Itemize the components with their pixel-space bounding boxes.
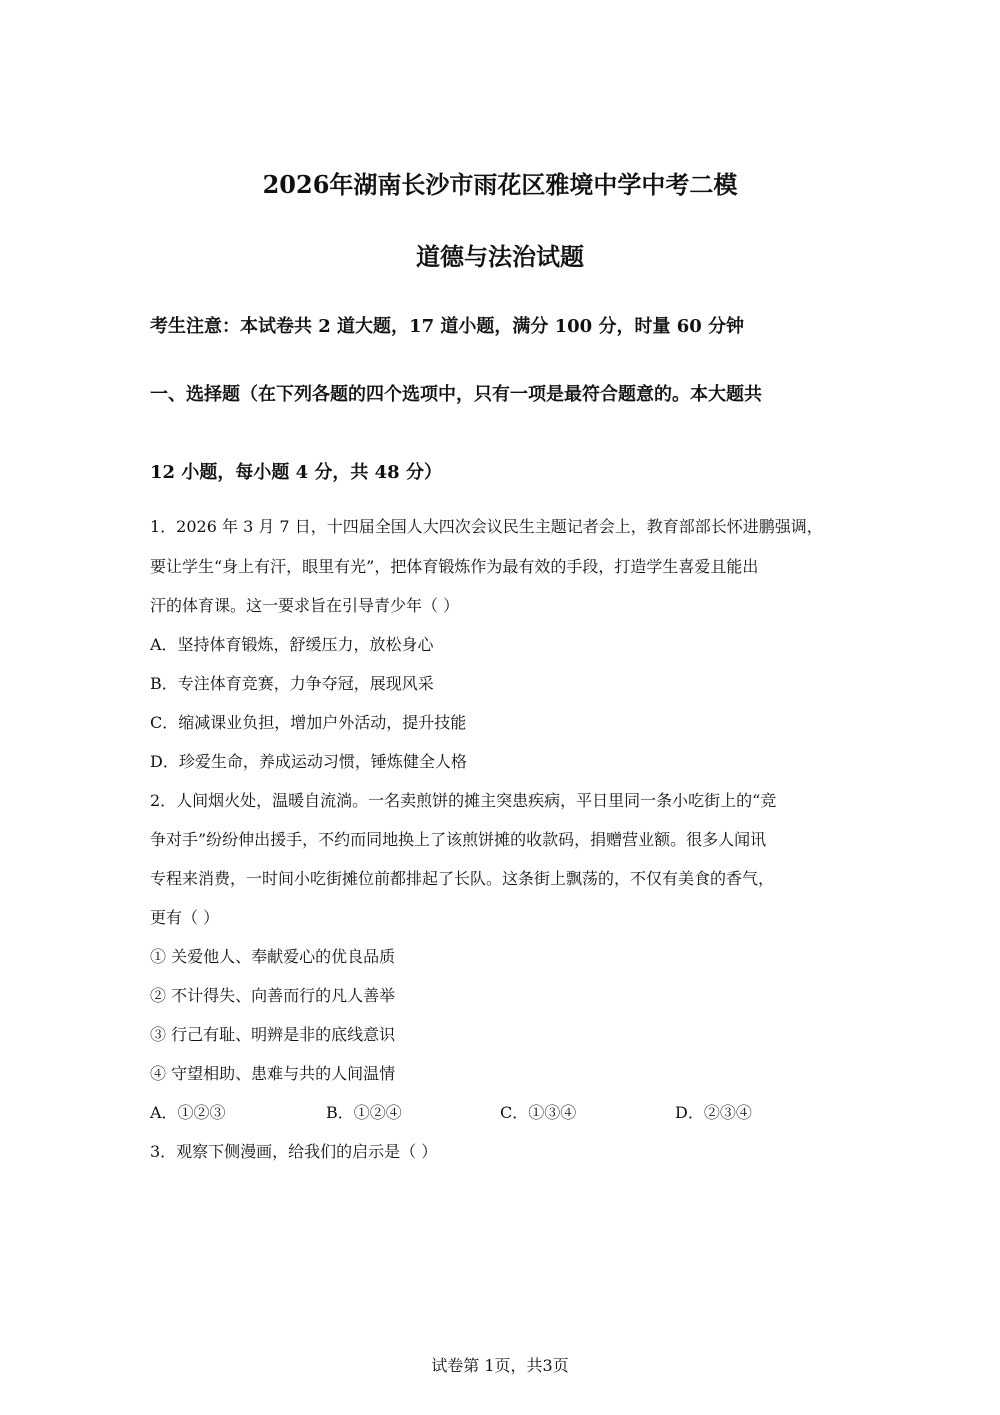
section-heading-line2: 12 小题，每小题 4 分，共 48 分）: [150, 462, 442, 483]
q1-option-b: B．专注体育竞赛，力争夺冠，展现风采: [150, 674, 434, 693]
q1-stem-line1: 1．2026 年 3 月 7 日，十四届全国人大四次会议民生主题记者会上，教育部部长怀进鹏强调，: [150, 517, 823, 536]
q2-option-b: B．①②④: [326, 1103, 402, 1122]
q2-option-c: C．①③④: [500, 1103, 577, 1122]
q2-stem-line3: 专程来消费，一时间小吃街摊位前都排起了长队。这条街上飘荡的，不仅有美食的香气，: [150, 869, 775, 888]
q3-stem-line1: 3．观察下侧漫画，给我们的启示是（ ）: [150, 1142, 438, 1161]
q2-statement-2: ② 不计得失、向善而行的凡人善举: [150, 986, 396, 1005]
q1-option-a: A．坚持体育锻炼，舒缓压力，放松身心: [150, 635, 434, 654]
q2-stem-line1: 2．人间烟火处，温暖自流淌。一名卖煎饼的摊主突患疾病，平日里同一条小吃街上的“竞: [150, 791, 777, 810]
section-heading-line1: 一、选择题（在下列各题的四个选项中，只有一项是最符合题意的。本大题共: [150, 384, 762, 405]
q2-option-d: D．②③④: [675, 1103, 752, 1122]
exam-title: 2026年湖南长沙市雨花区雅境中学中考二模: [262, 170, 738, 199]
q2-stem-line4: 更有（ ）: [150, 908, 220, 927]
q1-stem-line2: 要让学生“身上有汗，眼里有光”，把体育锻炼作为最有效的手段，打造学生喜爱且能出: [150, 557, 759, 576]
q2-statement-3: ③ 行己有耻、明辨是非的底线意识: [150, 1025, 396, 1044]
page-footer: 试卷第 1页，共3页: [431, 1356, 569, 1375]
q2-statement-1: ① 关爱他人、奉献爱心的优良品质: [150, 947, 396, 966]
q1-stem-line3: 汗的体育课。这一要求旨在引导青少年（ ）: [150, 596, 460, 615]
q2-option-a: A．①②③: [150, 1103, 226, 1122]
q2-stem-line2: 争对手”纷纷伸出援手，不约而同地换上了该煎饼摊的收款码，捐赠营业额。很多人闻讯: [150, 830, 767, 849]
q2-statement-4: ④ 守望相助、患难与共的人间温情: [150, 1064, 396, 1083]
exam-subject-title: 道德与法治试题: [416, 242, 584, 271]
exam-notice: 考生注意：本试卷共 2 道大题，17 道小题，满分 100 分，时量 60 分钟: [150, 316, 745, 337]
q1-option-c: C．缩减课业负担，增加户外活动，提升技能: [150, 713, 467, 732]
q1-option-d: D．珍爱生命，养成运动习惯，锤炼健全人格: [150, 752, 467, 771]
q2-options-row: [150, 1101, 850, 1125]
